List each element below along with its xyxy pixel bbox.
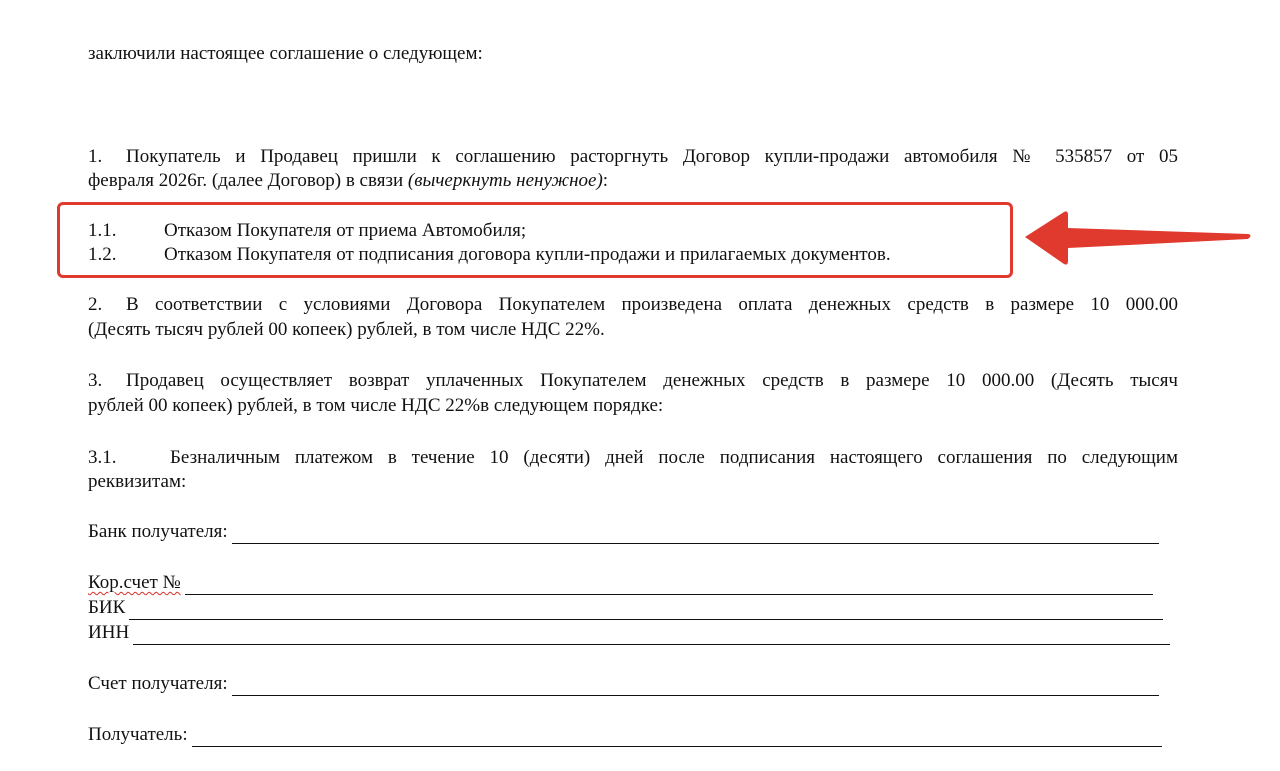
kor-field (88, 571, 1153, 595)
recipient-field (88, 723, 1162, 747)
paragraph-1-text-2: февраля 2026г. (далее Договор) в связи (88, 170, 408, 191)
inn-label: ИНН (88, 622, 130, 643)
recipient-label: Получатель: (88, 724, 188, 745)
paragraph-1-italic-note: (вычеркнуть ненужное) (407, 170, 603, 191)
paragraph-3-line-2: рублей 00 копеек) рублей, в том числе НДС 22%в следующем порядке: (88, 395, 664, 416)
sub-item-number: 1.2. (88, 244, 117, 265)
paragraph-3-1-text: Безналичным платежом в течение 10 (десяти) дней после подписания настоящего соглашения по следующим (170, 447, 1178, 468)
sub-item-text: Отказом Покупателя от подписания договора купли-продажи и прилагаемых документов. (164, 244, 891, 265)
inn-blank-line[interactable] (133, 626, 1170, 645)
paragraph-2-line-2: (Десять тысяч рублей 00 копеек) рублей, в том числе НДС 22%. (88, 319, 605, 340)
recipient-blank-line[interactable] (192, 728, 1162, 747)
bank-field (88, 520, 1159, 544)
paragraph-1-text: Покупатель и Продавец пришли к соглашению расторгнуть Договор купли-продажи автомобиля № 535857 от 05 (126, 146, 1178, 167)
paragraph-3-1-line-2: реквизитам: (88, 471, 187, 492)
kor-blank-line[interactable] (185, 576, 1153, 595)
intro-text: заключили настоящее соглашение о следующем: (88, 43, 483, 64)
bik-label: БИК (88, 597, 126, 618)
annotation-arrow-icon (1024, 208, 1254, 270)
inn-field (88, 621, 1170, 645)
bik-field (88, 596, 1163, 620)
paragraph-3-1-number: 3.1. (88, 447, 117, 468)
paragraph-3-1-line-1 (88, 446, 1178, 470)
account-field (88, 672, 1159, 696)
bank-blank-line[interactable] (232, 525, 1159, 544)
paragraph-2-line-1 (88, 293, 1178, 317)
bik-blank-line[interactable] (129, 601, 1163, 620)
paragraph-1-line-1 (88, 145, 1178, 169)
sub-item-number: 1.1. (88, 220, 117, 241)
highlight-box (57, 202, 1013, 278)
bank-label: Банк получателя: (88, 521, 228, 542)
paragraph-3-text: Продавец осуществляет возврат уплаченных Покупателем денежных средств в размере 10 000.00 (Десять тысяч (126, 370, 1178, 391)
sub-item-text: Отказом Покупателя от приема Автомобиля; (164, 220, 527, 241)
paragraph-2-number: 2. (88, 294, 103, 315)
paragraph-2-text: В соответствии с условиями Договора Покупателем произведена оплата денежных средств в размере 10 000.00 (126, 294, 1178, 315)
paragraph-1-number: 1. (88, 146, 103, 167)
paragraph-3-line-1 (88, 369, 1178, 393)
account-label: Счет получателя: (88, 673, 228, 694)
paragraph-1-colon: : (602, 170, 609, 191)
kor-label: Кор.счет № (88, 572, 181, 593)
paragraph-1-line-2 (88, 169, 608, 193)
paragraph-3-number: 3. (88, 370, 103, 391)
account-blank-line[interactable] (232, 677, 1159, 696)
